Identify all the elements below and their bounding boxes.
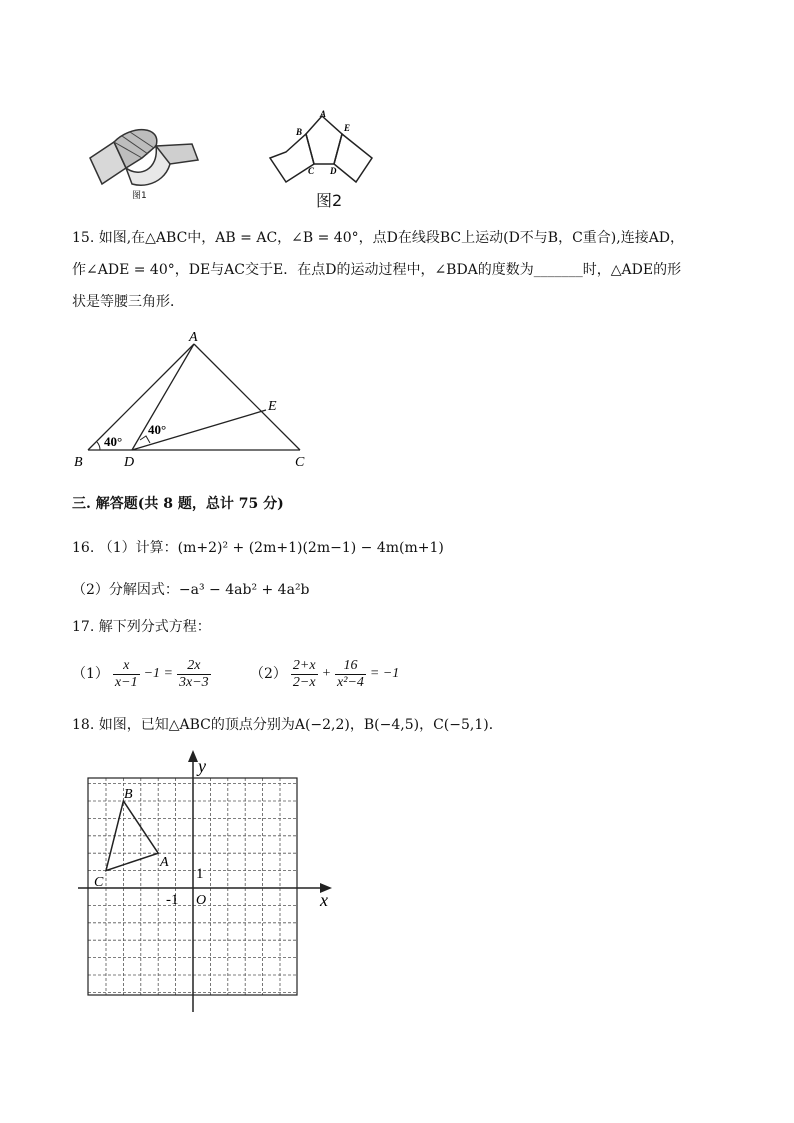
q15-line-1: 15. 如图,在△ABC中，AB = AC，∠B = 40°，点D在线段BC上运动(D不与B，C重合),连接AD， [72, 230, 685, 246]
q15-label-d: D [124, 455, 135, 470]
q15-label-c: C [295, 455, 305, 470]
q17-p2-num2: 16 [343, 657, 358, 673]
q18-coordinate-grid [70, 748, 340, 1016]
grid-tick-x: -1 [166, 892, 179, 908]
q17-p1-fraction-1 [113, 658, 140, 691]
q18-text: 18. 如图，已知△ABC的顶点分别为A(−2,2)，B(−4,5)，C(−5,1)． [72, 717, 503, 733]
q17-p1-mid: −1 = [143, 666, 173, 681]
coordinate-grid-drawing [70, 748, 340, 1016]
q17-p1-label: （1） [72, 666, 109, 682]
grid-label-b: B [124, 787, 133, 802]
fig2-label-e: E [344, 123, 351, 133]
q15-label-e: E [268, 399, 277, 414]
q17-p2-label: （2） [250, 666, 287, 682]
fig2-label-d: D [330, 166, 337, 176]
q17-p2-fraction-1 [291, 658, 318, 691]
q16-part-1: 16. （1）计算：(m+2)² + (2m+1)(2m−1) − 4m(m+1) [72, 540, 444, 556]
q17-p2-den1: 2−x [292, 674, 316, 690]
q17-equation-2 [250, 654, 399, 694]
q15-angle-b: 40° [104, 434, 123, 449]
q17-p2-den2: x²−4 [337, 674, 364, 690]
grid-label-y: y [198, 756, 206, 776]
grid-label-a: A [160, 855, 169, 870]
figure-2-caption: 图2 [316, 191, 343, 210]
q17-p1-fraction-2 [177, 658, 211, 691]
q17-p1-den1: x−1 [114, 674, 138, 690]
q15-line-2: 作∠ADE = 40°，DE与AC交于E．在点D的运动过程中，∠BDA的度数为_______时，△ADE的形 [72, 262, 682, 278]
fig2-label-c: C [308, 166, 315, 176]
q17-p2-num1: 2+x [292, 657, 316, 673]
q17-p2-fraction-2 [335, 658, 366, 691]
q15-triangle-figure [70, 326, 320, 472]
q17-equation-1 [72, 654, 211, 694]
q15-label-a: A [189, 330, 198, 345]
q15-angle-d: 40° [148, 422, 167, 437]
triangle-abc-drawing [70, 326, 320, 472]
fig2-label-a: A [320, 109, 327, 119]
q17-p1-den2: 3x−3 [179, 674, 209, 690]
q17-p2-plus: + [321, 666, 332, 681]
figure-2 [266, 108, 386, 210]
q16-part-2: （2）分解因式：−a³ − 4ab² + 4a²b [72, 582, 310, 598]
q15-line-3: 状是等腰三角形． [72, 294, 184, 310]
q15-label-b: B [74, 455, 83, 470]
figure-1-caption: 图1 [132, 191, 147, 201]
q17-title: 17. 解下列分式方程： [72, 619, 211, 635]
q17-p2-end: = −1 [369, 666, 400, 681]
fig2-label-b: B [296, 127, 303, 137]
q17-p1-num1: x [123, 657, 130, 673]
grid-label-origin: O [196, 893, 207, 908]
q17-p1-num2: 2x [187, 657, 201, 673]
grid-tick-y: 1 [196, 866, 204, 882]
figure-1 [84, 118, 204, 203]
grid-label-c: C [94, 875, 104, 890]
grid-label-x: x [320, 890, 328, 910]
section-3-title: 三. 解答题(共 8 题，总计 75 分) [72, 496, 284, 512]
